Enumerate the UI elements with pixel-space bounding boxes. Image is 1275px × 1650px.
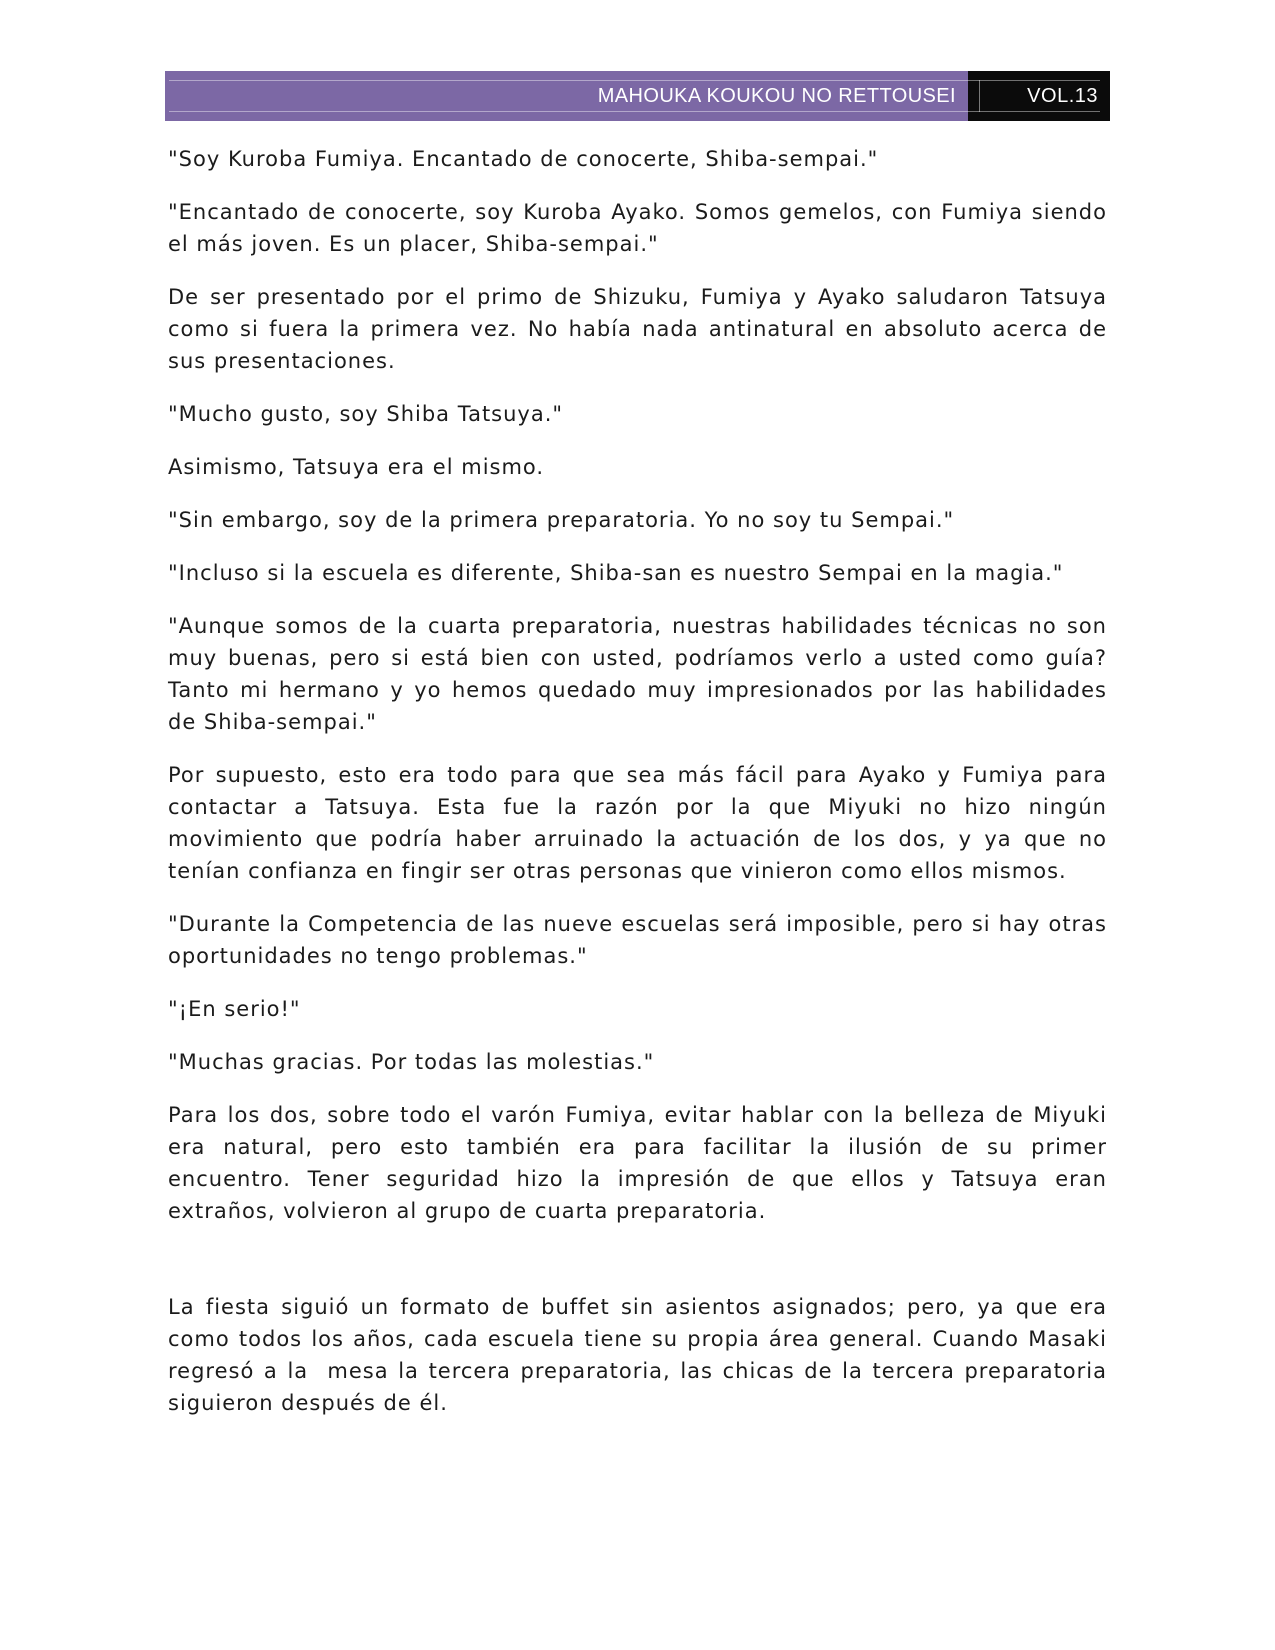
paragraph: "Soy Kuroba Fumiya. Encantado de conocerte, Shiba-sempai." — [168, 147, 879, 171]
paragraph: "Encantado de conocerte, soy Kuroba Ayako. Somos gemelos, con Fumiya siendo el más joven. Es un placer, Shiba-sempai." — [168, 200, 1115, 256]
paragraph: "Mucho gusto, soy Shiba Tatsuya." — [168, 402, 564, 426]
paragraph: "Sin embargo, soy de la primera preparatoria. Yo no soy tu Sempai." — [168, 508, 955, 532]
paragraph: "Incluso si la escuela es diferente, Shiba-san es nuestro Sempai en la magia." — [168, 561, 1064, 585]
paragraph: Por supuesto, esto era todo para que sea más fácil para Ayako y Fumiya para contactar a Tatsuya. Esta fue la razón por la que Miyuki no hizo ningún movimiento que podría haber arruinado la actuación de los dos, y ya que no tenían confianza en fingir ser otras personas que vinieron como ellos mismos. — [168, 763, 1115, 883]
paragraph: "Durante la Competencia de las nueve escuelas será imposible, pero si hay otras oportunidades no tengo problemas." — [168, 912, 1115, 968]
header-title: MAHOUKA KOUKOU NO RETTOUSEI — [597, 84, 956, 107]
paragraph: Para los dos, sobre todo el varón Fumiya, evitar hablar con la belleza de Miyuki era natural, pero esto también era para facilitar la ilusión de su primer encuentro. Tener seguridad hizo la impresión de que ellos y Tatsuya eran extraños, volvieron al grupo de cuarta preparatoria. — [168, 1103, 1115, 1223]
header-title-area — [165, 71, 968, 121]
paragraph: La fiesta siguió un formato de buffet sin asientos asignados; pero, ya que era como todos los años, cada escuela tiene su propia área general. Cuando Masaki regresó a la mesa la tercera preparatoria, las chicas de la tercera preparatoria siguieron después de él. — [168, 1295, 1115, 1415]
paragraph: "¡En serio!" — [168, 997, 301, 1021]
paragraph: "Muchas gracias. Por todas las molestias." — [168, 1050, 655, 1074]
document-body — [168, 143, 1115, 1440]
header-bar — [165, 71, 1110, 121]
volume-badge — [968, 71, 1110, 121]
paragraph: "Aunque somos de la cuarta preparatoria, nuestras habilidades técnicas no son muy buenas, pero si está bien con usted, podríamos verlo a usted como guía? Tanto mi hermano y yo hemos quedado muy impresionados por las habilidades de Shiba-sempai." — [168, 614, 1115, 734]
paragraph: Asimismo, Tatsuya era el mismo. — [168, 455, 545, 479]
paragraph: De ser presentado por el primo de Shizuku, Fumiya y Ayako saludaron Tatsuya como si fuera la primera vez. No había nada antinatural en absoluto acerca de sus presentaciones. — [168, 285, 1115, 373]
volume-label: VOL.13 — [1027, 84, 1098, 107]
